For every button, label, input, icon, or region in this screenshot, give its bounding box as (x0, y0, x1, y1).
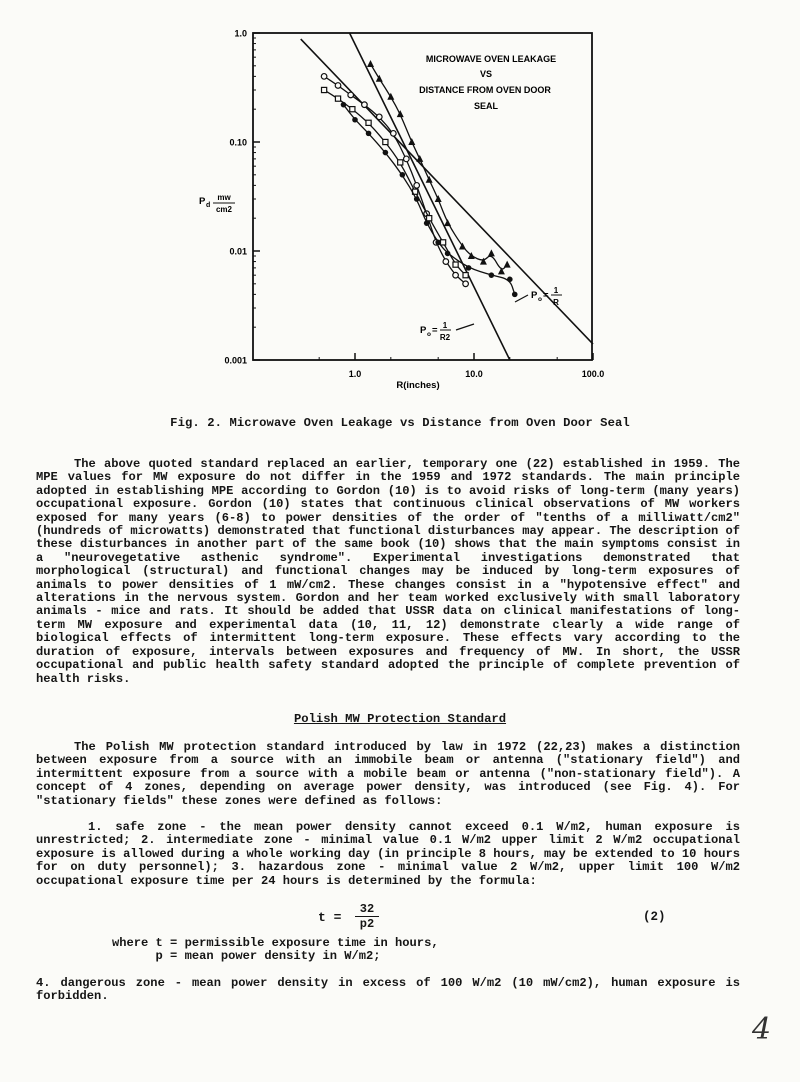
y-axis-label (199, 193, 235, 214)
figure-chart (0, 0, 800, 410)
data-point-open-square (366, 120, 371, 125)
data-point-triangle (488, 249, 495, 256)
paragraph-dangerous-zone: 4. dangerous zone - mean power density in excess of 100 W/m2 (10 mW/cm2), human exposure is forbidden. (36, 976, 740, 1004)
chart-annotations (420, 286, 562, 342)
series-line (324, 90, 465, 275)
annotation-subscript: o (538, 296, 542, 303)
data-point-filled-circle (435, 240, 441, 246)
data-point-triangle (416, 155, 423, 162)
data-point-filled-circle (424, 220, 430, 226)
y-tick-label: 1.0 (234, 28, 247, 39)
annotation-equals: = (432, 325, 438, 336)
annotation-denominator: R2 (439, 333, 451, 342)
annotation-label (515, 286, 562, 307)
formula-lhs: t = (318, 910, 342, 925)
paragraph-zones: 1. safe zone - the mean power density cannot exceed 0.1 W/m2, human exposure is unrestricted; 2. intermediate zone - minimal value 0.1 W/m2 upper limit 2 W/m2 occupational exposure is allowed during a whole working day (in principle 8 hours, may be extended to 10 hours for on duty personnel); 3. hazardous zone - minimal value 2 W/m2, upper limit 100 W/m2 occupational exposure time per 24 hours is determined by the formula: (36, 820, 740, 888)
data-point-triangle (459, 242, 466, 249)
data-point-filled-circle (414, 196, 420, 202)
data-point-triangle (435, 195, 442, 202)
data-point-open-circle (321, 74, 327, 80)
formula-denominator: p2 (359, 917, 375, 931)
reference-line (350, 33, 510, 360)
data-point-triangle (444, 219, 451, 226)
chart-title-line: SEAL (473, 101, 499, 111)
data-point-filled-circle (383, 150, 389, 156)
section-heading-polish-standard: Polish MW Protection Standard (293, 712, 507, 726)
data-point-triangle (504, 261, 511, 268)
chart-title-line: DISTANCE FROM OVEN DOOR (419, 85, 551, 95)
annotation-numerator: 1 (442, 321, 448, 330)
y-label-symbol: P (199, 196, 206, 207)
data-point-filled-circle (400, 172, 406, 178)
data-point-filled-circle (352, 117, 358, 123)
y-tick-label: 0.001 (224, 355, 247, 366)
data-point-open-square (453, 262, 458, 267)
data-point-open-circle (391, 131, 397, 137)
data-point-open-circle (414, 183, 420, 189)
data-point-triangle (408, 138, 415, 145)
data-point-open-square (350, 107, 355, 112)
data-point-open-square (463, 273, 468, 278)
data-point-open-circle (362, 102, 368, 108)
y-tick-label: 0.10 (229, 137, 247, 148)
paragraph-polish-standard: The Polish MW protection standard introduced by law in 1972 (22,23) makes a distinction between exposure from a source with an immobile beam or antenna ("stationary field") and intermittent exposure from a source with a mobile beam or antenna ("non-stationary field"). A concept of 4 zones, depending on average power density, was introduced (see Fig. 4). For "stationary fields" these zones were defined as follows: (36, 740, 740, 808)
paragraph-ussr-standard: The above quoted standard replaced an earlier, temporary one (22) established in 1959. The MPE values for MW exposure do not differ in the 1959 and 1972 standards. The main principle adopted in establishing MPE according to Gordon (10) is to avoid risks of long-term (many years) occupational exposure. Gordon (10) states that continuous clinical observations of MW workers exposed for many years (6-8) to power densities of the order of "tenths of a milliwatt/cm2" (hundreds of microwatts) demonstrated that functional disturbances may appear. The description of these disturbances in another part of the same book (10) shows that the main symptoms consist in a "neurovegetative asthenic syndrome". Experimental investigations demonstrated that morphological (structural) and functional changes may be induced by long-term exposures of animals to power densities of 1 mW/cm2. These changes consist in a "hypotensive effect" and alterations in the nervous system. Gordon and her team worked exclusively with small laboratory animals - mice and rats. It should be added that USSR data on clinical manifestations of long-term MW exposure and experimental data (10, 11, 12) demonstrate clearly a wide range of biological effects of intermittent long-term exposure. These effects vary according to the duration of exposure, intervals between exposures and frequency of MW. In short, the USSR occupational and public health safety standard adopted the principle of complete prevention of health risks. (36, 457, 740, 686)
data-point-filled-circle (489, 272, 495, 278)
x-tick-label: 100.0 (581, 369, 605, 379)
annotation-equals: = (543, 290, 549, 301)
chart-title-line: MICROWAVE OVEN LEAKAGE (425, 54, 557, 64)
data-point-filled-circle (445, 251, 451, 257)
data-point-open-square (383, 139, 388, 144)
y-tick-label: 0.01 (229, 246, 247, 257)
chart-title-line: VS (479, 69, 493, 79)
y-label-subscript: d (206, 202, 211, 209)
annotation-label (420, 321, 474, 342)
annotation-numerator: 1 (553, 286, 559, 295)
data-point-filled-circle (341, 102, 347, 108)
annotation-subscript: o (427, 331, 431, 338)
x-axis-label: R(inches) (396, 380, 440, 391)
definition-t: where t = permissible exposure time in hours, (112, 936, 439, 950)
data-point-open-square (427, 216, 432, 221)
figure-caption: Fig. 2. Microwave Oven Leakage vs Distance from Oven Door Seal (170, 416, 630, 430)
formula-fraction (355, 902, 379, 931)
data-point-open-square (322, 87, 327, 92)
annotation-symbol: P (531, 290, 538, 301)
annotation-pointer (456, 324, 474, 330)
y-label-unit-numerator: mw (217, 193, 231, 202)
data-point-open-circle (453, 272, 459, 278)
data-point-open-circle (335, 83, 341, 89)
plot-frame (253, 33, 592, 360)
chart-axes (253, 33, 593, 360)
annotation-symbol: P (420, 325, 427, 336)
x-tick-label: 1.0 (348, 369, 362, 379)
data-point-triangle (426, 176, 433, 183)
data-point-open-square (441, 240, 446, 245)
data-series (321, 60, 517, 297)
y-label-unit-denominator: cm2 (215, 205, 233, 214)
data-point-open-square (335, 96, 340, 101)
data-point-open-circle (404, 156, 410, 162)
data-point-open-circle (463, 281, 469, 287)
data-point-filled-circle (366, 131, 372, 137)
data-point-triangle (367, 60, 374, 67)
x-tick-label: 10.0 (465, 369, 483, 379)
data-point-open-circle (376, 114, 382, 120)
data-point-filled-circle (512, 292, 518, 298)
tick-labels (224, 29, 604, 380)
page-number: 4 (752, 1012, 772, 1047)
data-point-open-square (398, 160, 403, 165)
equation-number: (2) (643, 910, 666, 924)
definition-p: p = mean power density in W/m2; (112, 949, 381, 964)
data-point-open-circle (443, 259, 449, 265)
annotation-denominator: R (553, 298, 559, 307)
formula-numerator: 32 (355, 902, 379, 917)
data-point-filled-circle (466, 265, 472, 271)
data-point-filled-circle (507, 277, 513, 283)
chart-title (419, 54, 556, 111)
reference-lines (301, 33, 593, 360)
data-point-open-circle (348, 92, 354, 98)
formula-definitions (112, 937, 439, 964)
